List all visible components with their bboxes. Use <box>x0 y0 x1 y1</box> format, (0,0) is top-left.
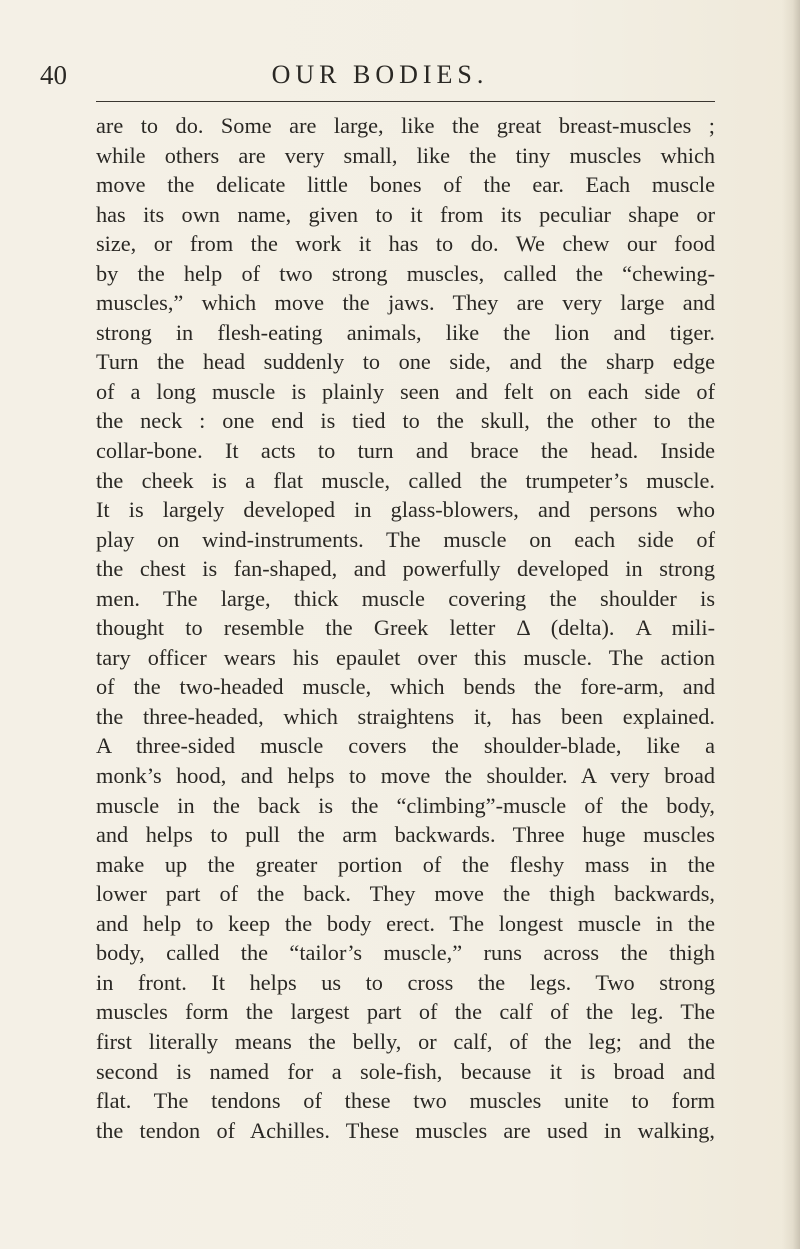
text-line: It is largely developed in glass-blowers, and persons who <box>96 497 715 523</box>
text-line: the cheek is a flat muscle, called the trumpeter’s muscle. <box>96 467 715 493</box>
page-number: 40 <box>40 60 67 90</box>
running-head <box>40 58 720 92</box>
text-line: play on wind-instruments. The muscle on each side of <box>96 526 715 552</box>
book-title: OUR BODIES. <box>271 60 489 89</box>
text-line: of the two-headed muscle, which bends the fore-arm, and <box>96 674 715 700</box>
text-line: move the delicate little bones of the ear. Each muscle <box>96 172 715 198</box>
text-line: tary officer wears his epaulet over this muscle. The action <box>96 644 715 670</box>
text-line: strong in flesh-eating animals, like the lion and tiger. <box>96 319 715 345</box>
text-line: thought to resemble the Greek letter Δ (delta). A mili- <box>96 615 715 641</box>
text-line: and help to keep the body erect. The longest muscle in the <box>96 910 715 936</box>
text-line: first literally means the belly, or calf, of the leg; and the <box>96 1028 715 1054</box>
header-rule <box>96 101 715 102</box>
body-paragraph <box>96 111 715 1145</box>
text-line: while others are very small, like the tiny muscles which <box>96 142 715 168</box>
text-line: muscles form the largest part of the calf of the leg. The <box>96 999 715 1025</box>
text-line: muscle in the back is the “climbing”-muscle of the body, <box>96 792 715 818</box>
text-line: and helps to pull the arm backwards. Three huge muscles <box>96 822 715 848</box>
text-line: the chest is fan-shaped, and powerfully developed in strong <box>96 556 715 582</box>
text-line: in front. It helps us to cross the legs. Two strong <box>96 969 715 995</box>
text-line: the neck : one end is tied to the skull, the other to the <box>96 408 715 434</box>
text-line: A three-sided muscle covers the shoulder-blade, like a <box>96 733 715 759</box>
text-line: second is named for a sole-fish, because it is broad and <box>96 1058 715 1084</box>
text-line: the three-headed, which straightens it, has been explained. <box>96 703 715 729</box>
page-edge-shadow <box>782 0 800 1249</box>
text-line: collar-bone. It acts to turn and brace the head. Inside <box>96 438 715 464</box>
text-line: size, or from the work it has to do. We chew our food <box>96 231 715 257</box>
text-line: lower part of the back. They move the thigh backwards, <box>96 881 715 907</box>
text-line: the tendon of Achilles. These muscles are used in walking, <box>96 1117 715 1143</box>
text-line: body, called the “tailor’s muscle,” runs across the thigh <box>96 940 715 966</box>
text-line: of a long muscle is plainly seen and felt on each side of <box>96 378 715 404</box>
text-line: has its own name, given to it from its peculiar shape or <box>96 201 715 227</box>
text-line: make up the greater portion of the fleshy mass in the <box>96 851 715 877</box>
text-line: muscles,” which move the jaws. They are very large and <box>96 290 715 316</box>
text-line: by the help of two strong muscles, called the “chewing- <box>96 260 715 286</box>
text-line: monk’s hood, and helps to move the shoulder. A very broad <box>96 763 715 789</box>
text-line: are to do. Some are large, like the great breast-muscles ; <box>96 113 715 138</box>
text-line: flat. The tendons of these two muscles unite to form <box>96 1088 715 1114</box>
text-line: Turn the head suddenly to one side, and the sharp edge <box>96 349 715 375</box>
text-line: men. The large, thick muscle covering the shoulder is <box>96 585 715 611</box>
